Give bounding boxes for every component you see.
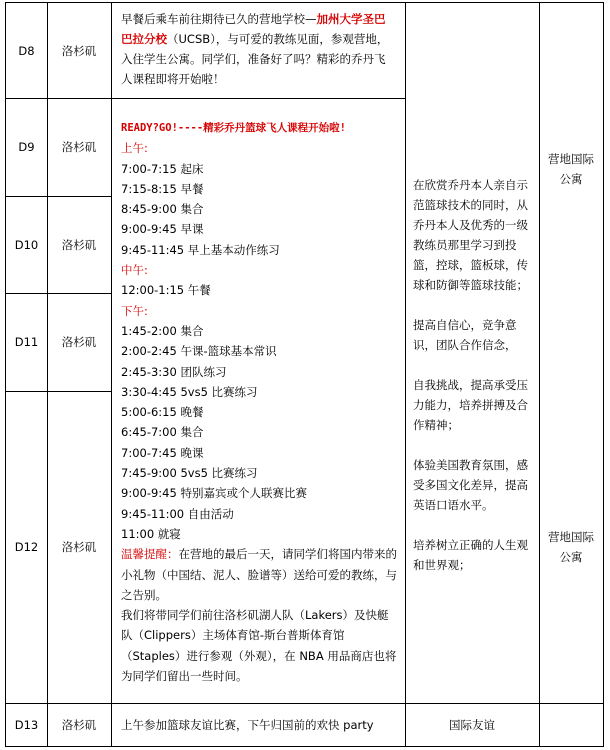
schedule-item: 9:45-11:45 早上基本动作练习 bbox=[121, 242, 280, 257]
schedule-item: 2:00-2:45 午课-篮球基本常识 bbox=[121, 344, 277, 359]
trip-paragraph: 我们将带同学们前往洛杉矶湖人队（Lakers）及快艇队（Clippers）主场体育馆-斯台普斯体育馆（Staples）进行参观（外观），在 NBA 用品商店也将为同学们留出一些时间。 bbox=[121, 608, 397, 684]
schedule-item: 9:45-11:00 自由活动 bbox=[121, 506, 234, 521]
lodging-cell: 营地国际公寓 bbox=[548, 530, 594, 564]
afternoon-label: 下午: bbox=[121, 303, 148, 318]
day-cell: D8 bbox=[18, 43, 35, 58]
city-cell: 洛杉矶 bbox=[61, 717, 97, 732]
lodging-cell: 营地国际公寓 bbox=[548, 152, 594, 186]
schedule-item: 9:00-9:45 特别嘉宾或个人联赛比赛 bbox=[121, 486, 307, 501]
goal-item: 体验美国教育氛围，感受多国文化差异，提高英语口语水平。 bbox=[413, 458, 528, 512]
itinerary-table bbox=[5, 2, 604, 747]
d8-text: 早餐后乘车前往期待已久的营地学校— bbox=[121, 12, 317, 26]
schedule-item: 7:00-7:45 晚课 bbox=[121, 445, 204, 460]
schedule-item: 5:00-6:15 晚餐 bbox=[121, 405, 204, 420]
reminder-label: 温馨提醒： bbox=[121, 547, 179, 562]
city-cell: 洛杉矶 bbox=[61, 335, 97, 349]
d8-text: （UCSB），与可爱的教练见面，参观营地，入住学生公寓。同学们，准备好了吗？精彩的乔丹飞人课程即将开始啦！ bbox=[121, 32, 389, 86]
goal-item: 在欣赏乔丹本人亲自示范篮球技术的同时，从乔丹本人及优秀的一级教练员那里学习到投篮，控球，篮板球，传球和防御等篮球技能； bbox=[413, 178, 528, 292]
day-cell: D13 bbox=[14, 717, 39, 732]
city-cell: 洛杉矶 bbox=[61, 540, 97, 554]
day-cell: D10 bbox=[14, 237, 39, 252]
schedule-item: 7:45-9:00 5vs5 比赛练习 bbox=[121, 466, 258, 481]
reminder-text: 在营地的最后一天，请同学们将国内带来的小礼物（中国结、泥人、脸谱等）送给可爱的教练，与之告别。 bbox=[121, 547, 397, 602]
day-cell: D12 bbox=[14, 540, 39, 554]
morning-label: 上午: bbox=[121, 141, 148, 156]
schedule-headline: READY?GO!----精彩乔丹篮球飞人课程开始啦! bbox=[121, 122, 347, 134]
schedule-item: 8:45-9:00 集合 bbox=[121, 202, 204, 217]
day-cell: D11 bbox=[14, 335, 39, 349]
d13-goal: 国际友谊 bbox=[449, 717, 495, 732]
city-cell: 洛杉矶 bbox=[61, 140, 97, 154]
schedule-item: 12:00-1:15 午餐 bbox=[121, 283, 211, 298]
schedule-item: 6:45-7:00 集合 bbox=[121, 425, 204, 440]
schedule-item: 9:00-9:45 早课 bbox=[121, 222, 204, 237]
schedule-description bbox=[111, 98, 405, 703]
noon-label: 中午: bbox=[121, 263, 148, 278]
schedule-item: 1:45-2:00 集合 bbox=[121, 323, 204, 338]
school-name: 加州大学圣巴巴拉分校 bbox=[121, 12, 386, 46]
schedule-item: 3:30-4:45 5vs5 比赛练习 bbox=[121, 384, 258, 399]
goals-cell bbox=[405, 3, 539, 703]
city-cell: 洛杉矶 bbox=[61, 237, 97, 252]
goal-item: 自我挑战，提高承受压力能力，培养拼搏及合作精神； bbox=[413, 378, 528, 432]
schedule-item: 7:00-7:15 起床 bbox=[121, 161, 204, 176]
schedule-item: 2:45-3:30 团队练习 bbox=[121, 364, 227, 379]
d8-description bbox=[111, 3, 405, 98]
d13-activity: 上午参加篮球友谊比赛，下午归国前的欢快 party bbox=[121, 718, 374, 732]
reminder-paragraph bbox=[121, 544, 397, 605]
schedule-item: 11:00 就寝 bbox=[121, 526, 181, 541]
grid-line bbox=[539, 3, 540, 746]
day-cell: D9 bbox=[18, 140, 35, 154]
goal-item: 培养树立正确的人生观和世界观； bbox=[413, 538, 528, 572]
city-cell: 洛杉矶 bbox=[61, 43, 97, 58]
goal-item: 提高自信心，竞争意识，团队合作信念， bbox=[413, 318, 517, 352]
schedule-item: 7:15-8:15 早餐 bbox=[121, 181, 204, 196]
